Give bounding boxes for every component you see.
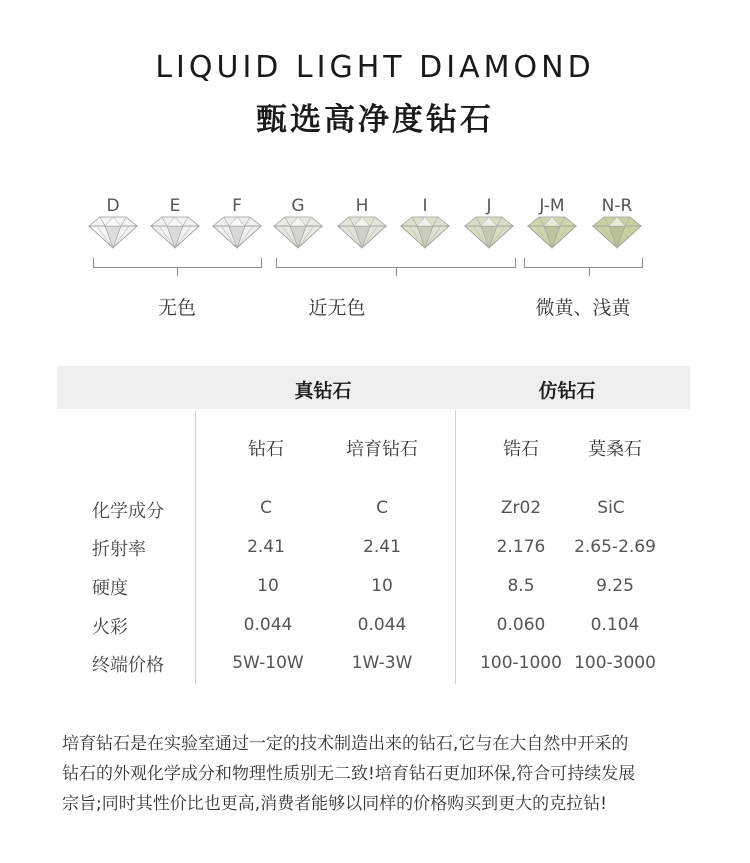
cell-refractive-lab-grown: 2.41 [363, 537, 401, 557]
cell-dispersion-zircon: 0.060 [496, 615, 546, 635]
column-diamond: 钻石 [248, 439, 284, 460]
column-moissanite: 莫桑石 [588, 439, 642, 460]
diamond-icon [591, 214, 643, 250]
cell-price-moissanite: 100-3000 [574, 653, 656, 673]
diamond-icon [399, 214, 451, 250]
row-label-dispersion: 火彩 [92, 617, 128, 638]
diamond-icon [211, 214, 263, 250]
cell-composition-lab-grown: C [376, 498, 388, 518]
description-line-1: 培育钻石是在实验室通过一定的技术制造出来的钻石,它与在大自然中开采的 [62, 734, 629, 754]
grade-label: F [232, 196, 242, 216]
cell-dispersion-moissanite: 0.104 [590, 615, 640, 635]
diamond-icon [463, 214, 515, 250]
group-label-near-colorless: 近无色 [308, 297, 366, 319]
cell-dispersion-diamond: 0.044 [243, 615, 293, 635]
grade-label: J [486, 196, 492, 216]
row-label-hardness: 硬度 [92, 578, 128, 599]
page-title-zh: 甄选高净度钻石 [256, 102, 494, 138]
description-line-2: 钻石的外观化学成分和物理性质别无二致!培育钻石更加环保,符合可持续发展 [62, 764, 636, 784]
cell-composition-diamond: C [260, 498, 272, 518]
cell-refractive-moissanite: 2.65-2.69 [574, 537, 656, 557]
grade-label: J-M [539, 196, 565, 216]
diamond-icon [526, 214, 578, 250]
cell-hardness-diamond: 10 [257, 576, 279, 596]
grade-label: D [106, 196, 120, 216]
grade-label: G [291, 196, 305, 216]
group-label-faint-yellow: 微黄、浅黄 [535, 297, 631, 319]
column-lab-grown-diamond: 培育钻石 [346, 439, 418, 460]
row-label-refractive-index: 折射率 [92, 539, 146, 560]
faint-yellow-bracket [524, 258, 643, 268]
grade-label: H [355, 196, 369, 216]
diamond-icon [336, 214, 388, 250]
colorless-bracket [93, 258, 262, 268]
diamond-icon [87, 214, 139, 250]
diamond-icon [272, 214, 324, 250]
cell-refractive-zircon: 2.176 [496, 537, 546, 557]
row-label-composition: 化学成分 [92, 501, 164, 522]
cell-price-zircon: 100-1000 [480, 653, 562, 673]
page-title-en: LIQUID LIGHT DIAMOND [155, 50, 595, 85]
grade-label: E [169, 196, 181, 216]
cell-hardness-lab-grown: 10 [371, 576, 393, 596]
cell-composition-moissanite: SiC [597, 498, 625, 518]
grade-label: N-R [601, 196, 633, 216]
description-paragraph [62, 729, 702, 819]
header-simulant-diamond: 仿钻石 [538, 380, 596, 402]
grade-label: I [422, 196, 428, 216]
faint-yellow-bracket-tick [589, 268, 590, 276]
cell-hardness-zircon: 8.5 [507, 576, 535, 596]
cell-dispersion-lab-grown: 0.044 [357, 615, 407, 635]
column-zircon: 锆石 [503, 439, 539, 460]
group-label-colorless: 无色 [157, 297, 196, 319]
cell-price-diamond: 5W-10W [232, 653, 304, 673]
diamond-icon [149, 214, 201, 250]
near-colorless-bracket-tick [396, 268, 397, 276]
cell-hardness-moissanite: 9.25 [596, 576, 634, 596]
cell-price-lab-grown: 1W-3W [351, 653, 413, 673]
description-line-3: 宗旨;同时其性价比也更高,消费者能够以同样的价格购买到更大的克拉钻! [62, 794, 607, 814]
divider-label-column [195, 410, 196, 684]
header-real-diamond: 真钻石 [294, 380, 352, 402]
row-label-retail-price: 终端价格 [92, 655, 164, 676]
colorless-bracket-tick [177, 268, 178, 276]
cell-refractive-diamond: 2.41 [247, 537, 285, 557]
cell-composition-zircon: Zr02 [500, 498, 542, 518]
near-colorless-bracket [276, 258, 516, 268]
